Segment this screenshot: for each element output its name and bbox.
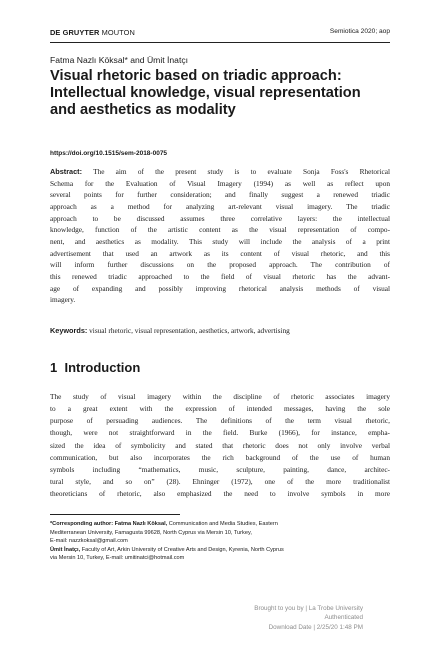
abstract-line: The aim of the present study is to evaluate Sonja Foss's Rhetorical <box>93 167 390 176</box>
intro-line: tural style, and so on” (28). Ehninger (1972), one of the more traditionalist <box>50 477 390 487</box>
title-line: Visual rhetoric based on triadic approach: <box>50 68 342 84</box>
footnote-line <box>50 546 390 555</box>
intro-paragraph <box>50 391 390 500</box>
second-author-affiliation: Faculty of Art, Arkin University of Creative Arts and Design, Kyrenia, North Cyprus <box>81 546 284 553</box>
intro-line: symbols including “mathematics, music, sculpture, painting, dance, architec- <box>50 464 390 474</box>
keywords-label: Keywords: <box>50 326 88 335</box>
footnote-divider <box>50 514 180 515</box>
doi-link[interactable]: https://doi.org/10.1515/sem-2018-0075 <box>50 150 168 157</box>
section-number: 1 <box>50 360 58 375</box>
authors: Fatma Nazlı Köksal* and Ümit İnatçı <box>50 55 189 65</box>
keywords <box>50 325 390 336</box>
abstract-line: approach as a method for analyzing art-relevant visual imagery. The triadic <box>50 201 390 211</box>
watermark-line: Download Date | 2/25/20 1:48 PM <box>268 623 363 631</box>
abstract-line: this renewed triadic approached to the field of visual rhetoric has the advant- <box>50 271 390 281</box>
corresponding-affiliation: Communication and Media Studies, Eastern <box>168 521 278 527</box>
abstract-line: several points for further consideration; and finally suggest a renewed triadic <box>50 190 390 200</box>
title-line: and aesthetics as modality <box>50 102 236 118</box>
publisher-name: DE GRUYTER MOUTON <box>50 28 135 37</box>
section-title: Introduction <box>64 360 141 375</box>
keywords-list: visual rhetoric, visual representation, aesthetics, artwork, advertising <box>89 326 290 335</box>
abstract-line: will inform further discussions on the proposed approach. The contribution of <box>50 260 390 270</box>
abstract-line: knowledge, function of the artistic content as the visual representation of compo- <box>50 225 390 235</box>
intro-line: purpose of persuading audiences. The definitions of the term visual rhetoric, <box>50 416 390 426</box>
watermark-line: Brought to you by | La Trobe University <box>254 605 363 612</box>
abstract-line: nent, and aesthetics as modality. This study will include the analysis of a print <box>50 236 390 246</box>
intro-line: to a great extent with the expression of intended messages, having the sole <box>50 404 390 414</box>
intro-line: The study of visual imagery within the discipline of rhetoric associates imagery <box>50 392 390 401</box>
title-line: Intellectual knowledge, visual representation <box>50 85 361 101</box>
page-header <box>50 28 390 43</box>
abstract-line: imagery. <box>50 295 76 305</box>
intro-line: communication, but also incorporates the rich background of the use of human <box>50 452 390 462</box>
intro-line: though, were not straightforward in the field. Burke (1966), for instance, empha- <box>50 428 390 438</box>
corresponding-email[interactable]: E-mail: nazzkoksal@gmail.com <box>50 538 128 545</box>
intro-line: sized the idea of symbolicity and stated that rhetoric does not only involve verbal <box>50 440 390 450</box>
journal-citation: Semiotica 2020; aop <box>329 28 390 35</box>
footnotes <box>50 520 390 563</box>
corresponding-author-label: *Corresponding author: Fatma Nazlı Köksal, <box>50 521 168 527</box>
section-heading <box>50 360 140 375</box>
abstract-line: Schema for the Evaluation of Visual Imagery (1994) as well as reflect upon <box>50 178 390 188</box>
abstract-line: approach to be discussed assumes three correlative layers: the intellectual <box>50 213 390 223</box>
second-author-name: Ümit İnatçı, <box>50 546 81 553</box>
intro-line: theoreticians of rhetoric, also emphasized the need to involve symbols in more <box>50 489 390 499</box>
watermark-line: Authenticated <box>324 614 363 622</box>
footnote-line <box>50 520 390 529</box>
footnote-line: Mediterranean University, Famagusta 99628, North Cyprus via Mersin 10, Turkey, <box>50 529 252 536</box>
abstract-line: advertisement that used an artwork as its content of visual rhetoric, and this <box>50 248 390 258</box>
abstract-label: Abstract: <box>50 167 83 176</box>
abstract <box>50 166 390 306</box>
footnote-line: via Mersin 10, Turkey, E-mail: umitinatci@hotmail.com <box>50 555 185 562</box>
download-watermark <box>254 604 363 632</box>
abstract-line: age of expanding and possibly improving rhetorical analysis methods of visual <box>50 283 390 293</box>
article-title <box>50 68 390 119</box>
